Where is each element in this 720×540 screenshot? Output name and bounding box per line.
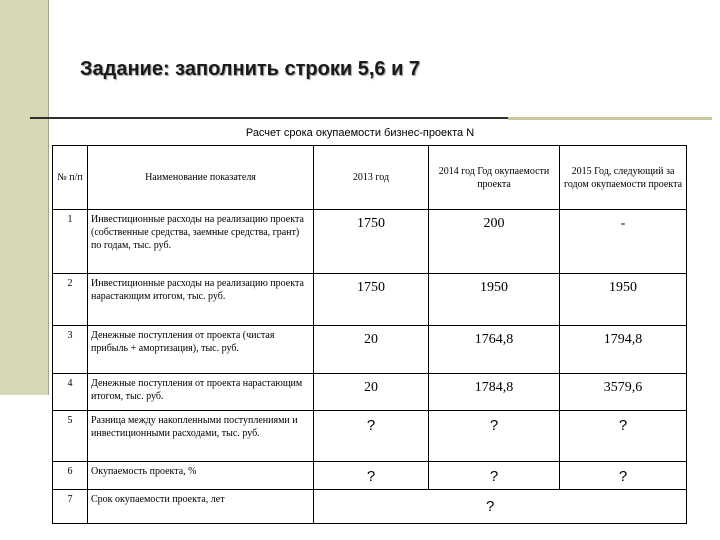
row-num: 5 bbox=[53, 411, 88, 462]
title-underline bbox=[30, 117, 508, 119]
title-underline-accent bbox=[508, 117, 712, 120]
cell-2013: 20 bbox=[314, 374, 429, 411]
header-2013: 2013 год bbox=[314, 146, 429, 210]
row-num: 1 bbox=[53, 210, 88, 274]
row-name: Разница между накопленными поступлениями и инвестиционными расходами, тыс. руб. bbox=[88, 411, 314, 462]
header-2015: 2015 Год, следующий за годом окупаемости проекта bbox=[560, 146, 687, 210]
header-name: Наименование показателя bbox=[88, 146, 314, 210]
left-accent-bar-edge bbox=[48, 0, 49, 395]
row-num: 4 bbox=[53, 374, 88, 411]
cell-2015: 1794,8 bbox=[560, 326, 687, 374]
cell-2014: ? bbox=[429, 462, 560, 490]
table-row bbox=[53, 210, 687, 274]
cell-2013: 20 bbox=[314, 326, 429, 374]
cell-2014: 1784,8 bbox=[429, 374, 560, 411]
header-row bbox=[53, 146, 687, 210]
row-num: 3 bbox=[53, 326, 88, 374]
row-num: 6 bbox=[53, 462, 88, 490]
cell-2013: ? bbox=[314, 462, 429, 490]
cell-2013: ? bbox=[314, 411, 429, 462]
payback-period-value: ? bbox=[486, 498, 495, 515]
table-caption: Расчет срока окупаемости бизнес-проекта N bbox=[245, 127, 475, 139]
cell-merged-empty bbox=[314, 490, 687, 524]
table-row bbox=[53, 374, 687, 411]
table-row bbox=[53, 326, 687, 374]
row-name: Инвестиционные расходы на реализацию проекта нарастающим итогом, тыс. руб. bbox=[88, 274, 314, 326]
cell-2015: ? bbox=[560, 462, 687, 490]
row-num: 7 bbox=[53, 490, 88, 524]
row-name: Денежные поступления от проекта (чистая прибыль + амортизация), тыс. руб. bbox=[88, 326, 314, 374]
cell-2015: 1950 bbox=[560, 274, 687, 326]
table-row bbox=[53, 274, 687, 326]
row-name: Окупаемость проекта, % bbox=[88, 462, 314, 490]
row-name: Инвестиционные расходы на реализацию проекта (собственные средства, заемные средства, грант) по годам, тыс. руб. bbox=[88, 210, 314, 274]
header-num: № п/п bbox=[53, 146, 88, 210]
row-name: Денежные поступления от проекта нарастающим итогом, тыс. руб. bbox=[88, 374, 314, 411]
slide-title: Задание: заполнить строки 5,6 и 7 bbox=[80, 58, 421, 80]
cell-2014: 200 bbox=[429, 210, 560, 274]
left-accent-bar bbox=[0, 0, 48, 395]
header-2014: 2014 год Год окупаемости проекта bbox=[429, 146, 560, 210]
row-num: 2 bbox=[53, 274, 88, 326]
row-name: Срок окупаемости проекта, лет bbox=[88, 490, 314, 524]
table-row bbox=[53, 411, 687, 462]
cell-2015: ? bbox=[560, 411, 687, 462]
table-row bbox=[53, 490, 687, 524]
cell-2014: 1950 bbox=[429, 274, 560, 326]
cell-2014: ? bbox=[429, 411, 560, 462]
cell-2015: - bbox=[560, 210, 687, 274]
cell-2015: 3579,6 bbox=[560, 374, 687, 411]
payback-table bbox=[52, 145, 687, 524]
table-row bbox=[53, 462, 687, 490]
cell-2013: 1750 bbox=[314, 274, 429, 326]
cell-2014: 1764,8 bbox=[429, 326, 560, 374]
cell-2013: 1750 bbox=[314, 210, 429, 274]
